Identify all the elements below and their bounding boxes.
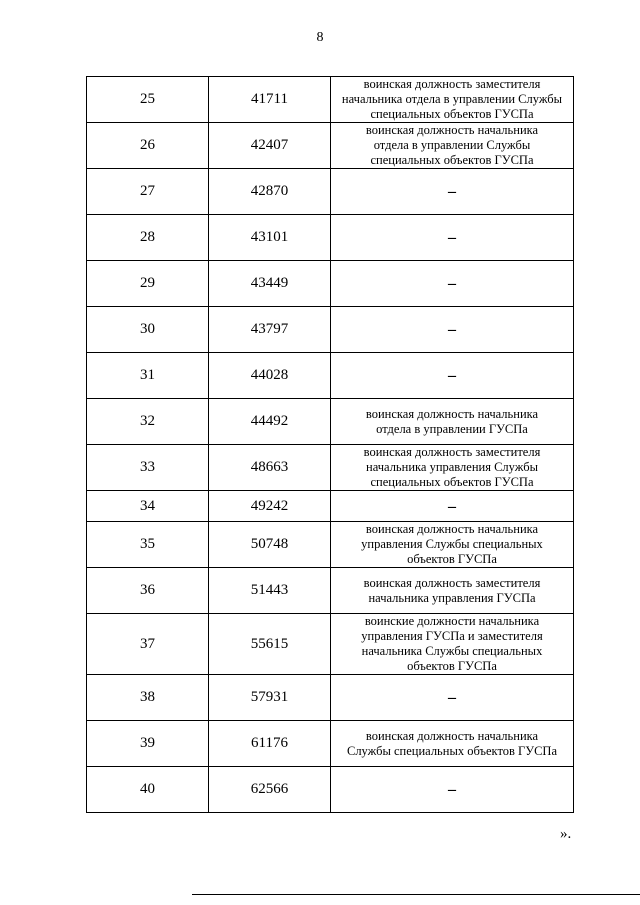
row-number: 34 <box>87 491 209 522</box>
row-number: 40 <box>87 767 209 813</box>
row-code: 49242 <box>209 491 331 522</box>
table-row <box>87 215 574 261</box>
description-line: управления ГУСПа и заместителя <box>361 629 543 643</box>
row-code: 61176 <box>209 721 331 767</box>
row-number: 25 <box>87 77 209 123</box>
closing-quote: ». <box>560 826 572 842</box>
table-row <box>87 261 574 307</box>
row-number: 35 <box>87 522 209 568</box>
bottom-rule <box>192 894 640 895</box>
description-line: воинская должность заместителя <box>363 445 541 459</box>
description-line: воинская должность начальника <box>365 123 539 137</box>
row-code: 50748 <box>209 522 331 568</box>
positions-table <box>86 76 574 813</box>
description-line: начальника управления ГУСПа <box>368 590 536 605</box>
table-row <box>87 399 574 445</box>
row-description <box>331 721 574 767</box>
row-description <box>331 568 574 614</box>
row-code: 41711 <box>209 77 331 123</box>
table-row <box>87 522 574 568</box>
row-code: 55615 <box>209 614 331 675</box>
description-line: отдела в управлении Службы <box>373 138 531 152</box>
row-description <box>331 353 574 399</box>
row-description <box>331 123 574 169</box>
description-line: начальника управления Службы <box>366 460 538 474</box>
row-code: 42870 <box>209 169 331 215</box>
description-line: управления Службы специальных <box>361 537 543 551</box>
table-row <box>87 169 574 215</box>
description-line: начальника Службы специальных <box>361 644 543 658</box>
row-description <box>331 77 574 123</box>
row-code: 44028 <box>209 353 331 399</box>
row-description <box>331 675 574 721</box>
row-description <box>331 307 574 353</box>
row-description <box>331 215 574 261</box>
table-body <box>87 77 574 813</box>
row-code: 44492 <box>209 399 331 445</box>
row-code: 43101 <box>209 215 331 261</box>
table-row <box>87 307 574 353</box>
description-line: воинская должность начальника <box>365 728 539 743</box>
description-line: – <box>448 781 456 798</box>
description-line: – <box>448 497 456 515</box>
row-code: 48663 <box>209 445 331 491</box>
description-line: начальника отдела в управлении Службы <box>341 92 563 106</box>
row-number: 31 <box>87 353 209 399</box>
table-row <box>87 568 574 614</box>
row-description <box>331 399 574 445</box>
row-number: 26 <box>87 123 209 169</box>
description-line: воинская должность заместителя <box>363 575 541 590</box>
row-code: 51443 <box>209 568 331 614</box>
row-number: 37 <box>87 614 209 675</box>
table-row <box>87 491 574 522</box>
row-code: 43449 <box>209 261 331 307</box>
description-line: воинские должности начальника <box>364 614 540 628</box>
description-line: специальных объектов ГУСПа <box>370 475 534 489</box>
table-row <box>87 767 574 813</box>
row-code: 57931 <box>209 675 331 721</box>
description-line: – <box>448 321 456 338</box>
row-description <box>331 261 574 307</box>
page-number: 8 <box>316 30 324 45</box>
description-line: воинская должность заместителя <box>363 77 541 91</box>
row-description <box>331 169 574 215</box>
description-line: – <box>448 229 456 246</box>
row-number: 30 <box>87 307 209 353</box>
row-code: 62566 <box>209 767 331 813</box>
row-description <box>331 491 574 522</box>
description-line: воинская должность начальника <box>365 406 539 421</box>
row-number: 29 <box>87 261 209 307</box>
description-line: – <box>448 689 456 706</box>
row-number: 39 <box>87 721 209 767</box>
row-number: 38 <box>87 675 209 721</box>
table-row <box>87 675 574 721</box>
row-description <box>331 445 574 491</box>
row-number: 33 <box>87 445 209 491</box>
description-line: воинская должность начальника <box>365 522 539 536</box>
table-row <box>87 77 574 123</box>
description-line: объектов ГУСПа <box>407 659 497 673</box>
row-number: 27 <box>87 169 209 215</box>
description-line: Службы специальных объектов ГУСПа <box>346 743 558 758</box>
description-line: специальных объектов ГУСПа <box>370 107 534 121</box>
row-description <box>331 614 574 675</box>
row-code: 42407 <box>209 123 331 169</box>
description-line: – <box>448 367 456 384</box>
row-description <box>331 767 574 813</box>
row-code: 43797 <box>209 307 331 353</box>
row-number: 32 <box>87 399 209 445</box>
description-line: отдела в управлении ГУСПа <box>376 421 528 436</box>
row-number: 36 <box>87 568 209 614</box>
description-line: специальных объектов ГУСПа <box>370 153 534 167</box>
description-line: – <box>448 183 456 200</box>
row-description <box>331 522 574 568</box>
row-number: 28 <box>87 215 209 261</box>
table-row <box>87 614 574 675</box>
description-line: объектов ГУСПа <box>407 552 497 566</box>
table-row <box>87 123 574 169</box>
description-line: – <box>448 275 456 292</box>
table-row <box>87 353 574 399</box>
table-row <box>87 445 574 491</box>
table-row <box>87 721 574 767</box>
